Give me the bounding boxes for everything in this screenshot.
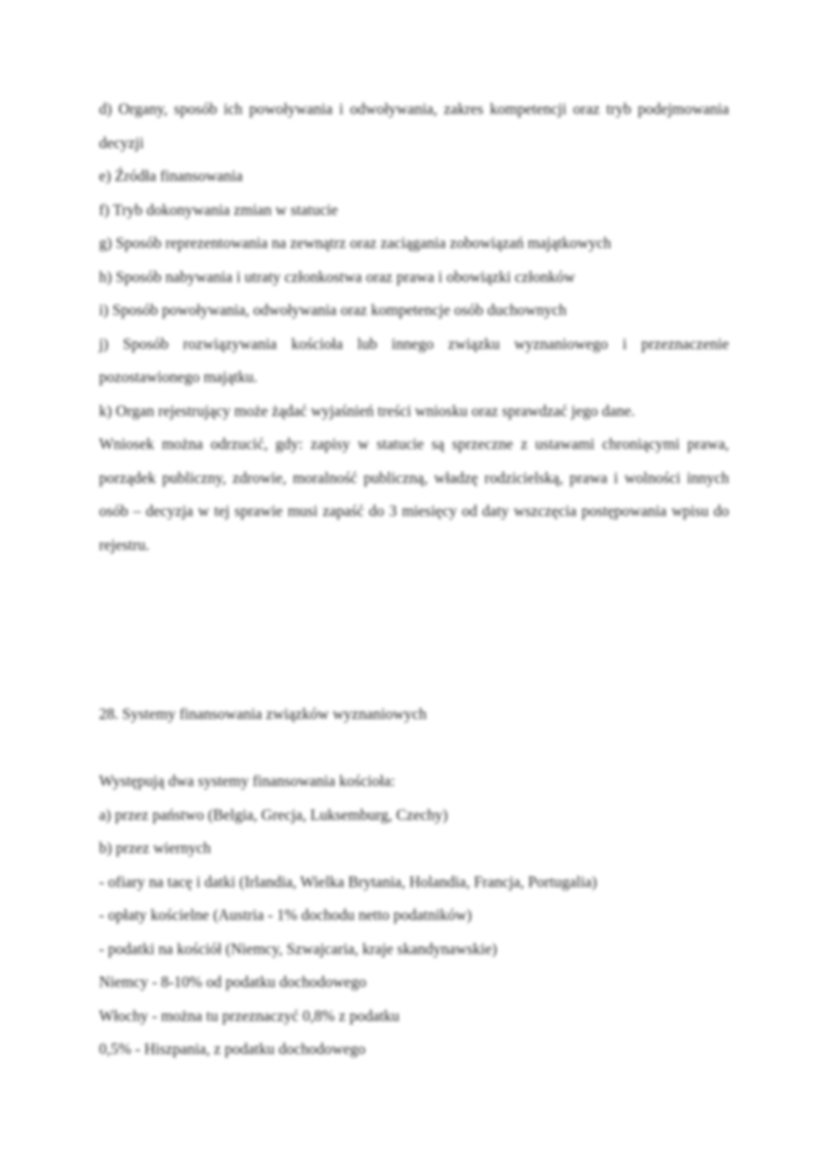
financing-note-germany: Niemcy - 8-10% od podatku dochodowego xyxy=(99,974,367,991)
financing-item-b: b) przez wiernych xyxy=(99,840,211,857)
statute-requirements-text xyxy=(99,93,729,562)
financing-systems-text xyxy=(99,765,729,1067)
financing-item-a: a) przez państwo (Belgia, Grecja, Luksemburg, Czechy) xyxy=(99,806,448,824)
financing-subitem-church-tax: - podatki na kościół (Niemcy, Szwajcaria, kraje skandynawskie) xyxy=(99,940,497,958)
section-heading-block xyxy=(99,698,729,732)
paragraph-e: e) Źródła finansowania xyxy=(99,168,243,185)
financing-intro: Występują dwa systemy finansowania kościoła: xyxy=(99,773,396,790)
section-heading: 28. Systemy finansowania związków wyznaniowych xyxy=(99,706,427,723)
financing-note-spain: 0,5% - Hiszpania, z podatku dochodowego xyxy=(99,1041,366,1058)
paragraph-j: j) Sposób rozwiązywania kościoła lub innego związku wyznaniowego i przeznaczenie pozostawionego majątku. xyxy=(99,335,729,386)
paragraph-f: f) Tryb dokonywania zmian w statucie xyxy=(99,201,338,219)
financing-note-italy: Włochy - można tu przeznaczyć 0,8% z podatku xyxy=(99,1007,400,1025)
paragraph-h: h) Sposób nabywania i utraty członkostwa oraz prawa i obowiązki członków xyxy=(99,268,576,286)
paragraph-i: i) Sposób powoływania, odwoływania oraz kompetencje osób duchownych xyxy=(99,302,567,319)
rejection-paragraph: Wniosek można odrzucić, gdy: zapisy w statucie są sprzeczne z ustawami chroniącymi prawa, porządek publiczny, zdrowie, moralność publiczną, władzę rodzicielską, prawa i wolności innych osób – decyzja w tej sprawie musi zapaść do 3 miesięcy od daty wszczęcia postępowania wpisu do rejestru. xyxy=(99,436,729,554)
financing-subitem-church-fees: - opłaty kościelne (Austria - 1% dochodu netto podatników) xyxy=(99,907,472,924)
financing-subitem-offerings: - ofiary na tacę i datki (Irlandia, Wielka Brytania, Holandia, Francja, Portugalia) xyxy=(99,873,597,891)
paragraph-g: g) Sposób reprezentowania na zewnątrz oraz zaciągania zobowiązań majątkowych xyxy=(99,235,612,252)
paragraph-d: d) Organy, sposób ich powoływania i odwoływania, zakres kompetencji oraz tryb podejmowania decyzji xyxy=(99,101,729,152)
paragraph-k: k) Organ rejestrujący może żądać wyjaśnień treści wniosku oraz sprawdzać jego dane. xyxy=(99,402,635,420)
